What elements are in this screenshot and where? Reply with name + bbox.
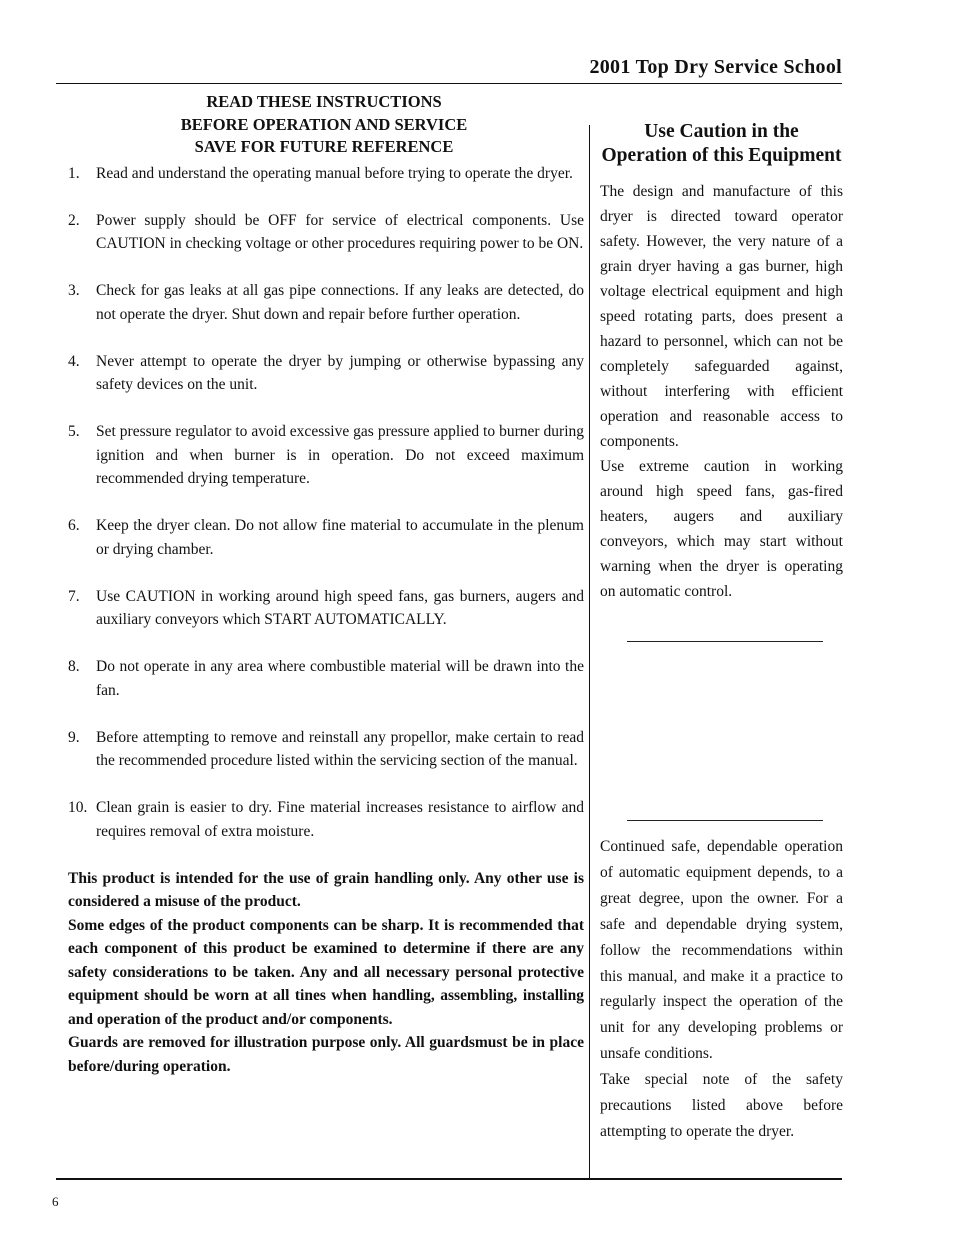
- section-rule: [627, 820, 823, 821]
- caution-continued: [600, 834, 843, 1145]
- page-number: 6: [52, 1194, 59, 1209]
- instruction-text: Use CAUTION in working around high speed fans, gas burners, augers and auxiliary conveyors which START AUTOMATICALLY.: [96, 587, 584, 628]
- header-rule: [56, 83, 842, 84]
- instruction-number: 4.: [68, 352, 80, 370]
- instruction-number: 5.: [68, 423, 80, 440]
- instruction-number: 9.: [68, 728, 80, 746]
- instruction-item: [68, 420, 584, 491]
- footer-rule: [56, 1178, 842, 1180]
- instructions-heading-line: READ THESE INSTRUCTIONS: [206, 92, 442, 111]
- notice-paragraph: Some edges of the product components can be sharp. It is recommended that each component of this product be examined to determine if there are any safety considerations to be taken. Any and all necessary personal protective equipment should be worn at all tines when handling, assembling, installing and operation of the product and/or components.: [68, 916, 584, 1028]
- instruction-item: [68, 350, 584, 397]
- instruction-item: [68, 726, 584, 773]
- instruction-text: Before attempting to remove and reinstall any propellor, make certain to read the recommended procedure listed within the servicing section of the manual.: [96, 728, 584, 769]
- page-header-title: 2001 Top Dry Service School: [589, 56, 842, 78]
- instruction-text: Power supply should be OFF for service of electrical components. Use CAUTION in checking voltage or other procedures requiring power to be ON.: [96, 211, 584, 252]
- instruction-item: [68, 162, 584, 186]
- instruction-number: 8.: [68, 658, 80, 675]
- instruction-item: [68, 655, 584, 702]
- instruction-item: [68, 209, 584, 256]
- instruction-item: [68, 796, 584, 843]
- caution-paragraph: The design and manufacture of this dryer is directed toward operator safety. However, the very nature of a grain dryer having a gas burner, high voltage electrical equipment and high speed rotating parts, does present a hazard to personnel, which can not be completely safeguarded against, without interfering with efficient operation and reasonable access to components.: [600, 183, 843, 450]
- instruction-text: Set pressure regulator to avoid excessive gas pressure applied to burner during ignition and when burner is in operation. Do not exceed maximum recommended drying temperature.: [96, 423, 584, 487]
- instruction-number: 7.: [68, 587, 80, 605]
- caution-title: Use Caution in the Operation of this Equipment: [601, 121, 842, 166]
- instructions-list: [68, 162, 584, 844]
- caution-paragraph: Continued safe, dependable operation of automatic equipment depends, to a great degree, upon the owner. For a safe and dependable drying system, follow the recommendations within this manual, and make it a practice to regularly inspect the operation of the unit for any developing problems or unsafe conditions.: [600, 838, 843, 1063]
- instruction-item: [68, 279, 584, 326]
- instruction-text: Never attempt to operate the dryer by jumping or otherwise bypassing any safety devices on the unit.: [96, 352, 584, 393]
- instruction-number: 1.: [68, 164, 80, 182]
- instructions-heading: [66, 91, 582, 159]
- instruction-text: Read and understand the operating manual before trying to operate the dryer.: [96, 164, 573, 182]
- instruction-text: Keep the dryer clean. Do not allow fine material to accumulate in the plenum or drying chamber.: [96, 517, 584, 558]
- instruction-item: [68, 585, 584, 632]
- instructions-heading-line: SAVE FOR FUTURE REFERENCE: [194, 137, 454, 156]
- instruction-item: [68, 514, 584, 561]
- caution-paragraph: Use extreme caution in working around high speed fans, gas-fired heaters, augers and auxiliary conveyors, which may start without warning when the dryer is operating on automatic control.: [600, 458, 843, 600]
- instruction-number: 6.: [68, 517, 80, 534]
- caution-paragraph: Take special note of the safety precautions listed above before attempting to operate the dryer.: [600, 1071, 843, 1140]
- instructions-column: [68, 91, 584, 1078]
- caution-column: [600, 120, 843, 604]
- instruction-text: Check for gas leaks at all gas pipe connections. If any leaks are detected, do not operate the dryer. Shut down and repair before further operation.: [96, 282, 584, 323]
- instruction-text: Do not operate in any area where combustible material will be drawn into the fan.: [96, 658, 584, 699]
- notice-paragraph: This product is intended for the use of grain handling only. Any other use is considered a misuse of the product.: [68, 869, 584, 910]
- safety-notice: [68, 867, 584, 1079]
- section-rule: [627, 641, 823, 642]
- instruction-number: 2.: [68, 211, 80, 229]
- instructions-heading-line: BEFORE OPERATION AND SERVICE: [180, 114, 468, 134]
- notice-paragraph: Guards are removed for illustration purpose only. All guardsmust be in place before/during operation.: [68, 1034, 584, 1075]
- column-divider: [589, 125, 590, 1178]
- instruction-text: Clean grain is easier to dry. Fine material increases resistance to airflow and requires removal of extra moisture.: [96, 799, 584, 840]
- instruction-number: 3.: [68, 282, 80, 299]
- instruction-number: 10.: [68, 799, 88, 816]
